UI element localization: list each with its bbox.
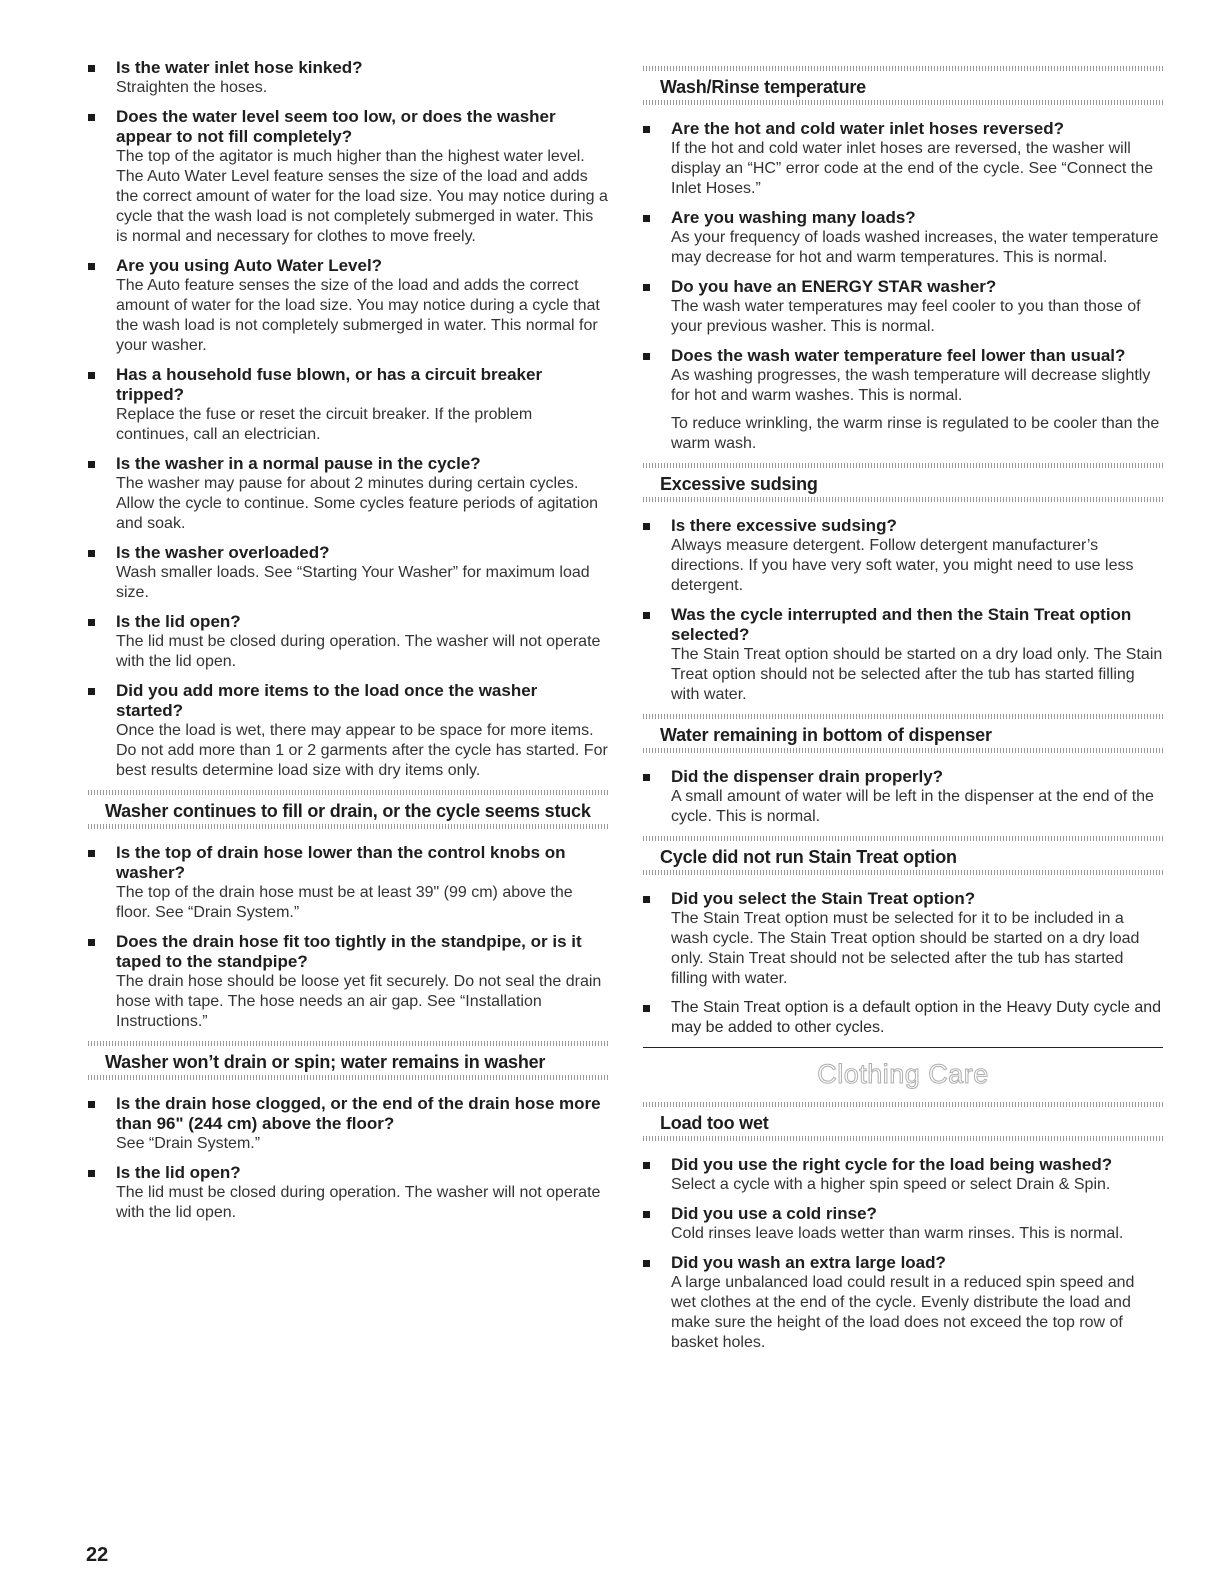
section-header-washer-won-t-drain-or-spin-water-remains-in-washer [88,1041,608,1080]
square-bullet-icon [88,372,95,379]
answer-text: The top of the agitator is much higher than the highest water level. The Auto Water Level feature senses the size of the load and adds the correct amount of water for the load size. You may notice during a cycle that the wash load is not completely submerged in water. This is normal and necessary for clothes to move freely. [116,148,608,245]
question-text: Is the water inlet hose kinked? [116,58,363,77]
square-bullet-icon [643,1005,650,1012]
answer-text: The wash water temperatures may feel cooler to you than those of your previous washer. This is normal. [671,298,1141,335]
troubleshooting-item [643,1204,1163,1244]
chapter-title: Clothing Care [817,1059,989,1089]
troubleshooting-item [88,1094,608,1154]
troubleshooting-item [88,612,608,672]
section-title: Cycle did not run Stain Treat option [660,847,957,867]
troubleshooting-item [88,107,608,247]
troubleshooting-item [88,58,608,98]
question-text: Do you have an ENERGY STAR washer? [671,277,997,296]
section-header-excessive-sudsing [643,463,1163,502]
troubleshooting-item [88,1163,608,1223]
troubleshooting-item [643,346,1163,454]
square-bullet-icon [88,1101,95,1108]
question-text: Is there excessive sudsing? [671,516,897,535]
answer-text: The Stain Treat option must be selected for it to be included in a wash cycle. The Stain Treat option should be started on a dry load only. Stain Treat should not be selected after the tub has started filling with water. [671,910,1140,987]
question-text: Has a household fuse blown, or has a circuit breaker tripped? [116,365,543,404]
section-title: Washer continues to fill or drain, or the cycle seems stuck [105,801,591,821]
square-bullet-icon [88,114,95,121]
section-header-wash-rinse-temperature [643,66,1163,105]
question-text: Does the wash water temperature feel lower than usual? [671,346,1126,365]
answer-text: To reduce wrinkling, the warm rinse is regulated to be cooler than the warm wash. [671,415,1160,452]
square-bullet-icon [88,850,95,857]
question-text: Are the hot and cold water inlet hoses reversed? [671,119,1064,138]
troubleshooting-item [88,681,608,781]
square-bullet-icon [643,612,650,619]
question-text: Does the drain hose fit too tightly in the standpipe, or is it taped to the standpipe? [116,932,582,971]
square-bullet-icon [643,353,650,360]
question-text: Are you washing many loads? [671,208,916,227]
section-title: Load too wet [660,1113,769,1133]
troubleshooting-item [88,543,608,603]
question-text: Is the washer overloaded? [116,543,330,562]
square-bullet-icon [643,1162,650,1169]
question-text: Did you wash an extra large load? [671,1253,946,1272]
square-bullet-icon [643,774,650,781]
question-text: Is the washer in a normal pause in the cycle? [116,454,481,473]
troubleshooting-item [643,277,1163,337]
troubleshooting-item [643,208,1163,268]
troubleshooting-item [643,1253,1163,1353]
question-text: Did you use a cold rinse? [671,1204,877,1223]
section-title: Excessive sudsing [660,474,818,494]
dotted-divider [643,1136,1163,1141]
square-bullet-icon [643,215,650,222]
question-text: Is the top of drain hose lower than the control knobs on washer? [116,843,566,882]
square-bullet-icon [88,939,95,946]
left-column [88,58,608,1232]
right-column [643,58,1163,1362]
dotted-divider [643,497,1163,502]
section-title: Wash/Rinse temperature [660,77,866,97]
square-bullet-icon [88,65,95,72]
section-header-cycle-did-not-run-stain-treat-option [643,836,1163,875]
troubleshooting-item [643,119,1163,199]
square-bullet-icon [88,619,95,626]
answer-text: Once the load is wet, there may appear to be space for more items. Do not add more than 1 or 2 garments after the cycle has started. For best results determine load size with dry items only. [116,722,608,779]
section-title: Washer won’t drain or spin; water remains in washer [105,1052,546,1072]
dotted-divider [643,748,1163,753]
dotted-divider [643,100,1163,105]
answer-text: Always measure detergent. Follow detergent manufacturer’s directions. If you have very soft water, you might need to use less detergent. [671,537,1134,594]
square-bullet-icon [643,1211,650,1218]
troubleshooting-item [643,516,1163,596]
answer-text: The top of the drain hose must be at least 39" (99 cm) above the floor. See “Drain System.” [116,884,573,921]
troubleshooting-item [88,454,608,534]
dotted-divider [88,824,608,829]
troubleshooting-item [88,932,608,1032]
square-bullet-icon [643,896,650,903]
square-bullet-icon [88,263,95,270]
section-header-load-too-wet [643,1102,1163,1141]
answer-text: As washing progresses, the wash temperature will decrease slightly for hot and warm washes. This is normal. [671,367,1151,404]
page-number: 22 [86,1544,109,1566]
square-bullet-icon [88,550,95,557]
answer-text: As your frequency of loads washed increases, the water temperature may decrease for hot and warm temperatures. This is normal. [671,229,1159,266]
answer-text: The Auto feature senses the size of the load and adds the correct amount of water for the load size. You may notice during a cycle that the wash load is not completely submerged in water. This normal for your washer. [116,277,600,354]
square-bullet-icon [88,1170,95,1177]
square-bullet-icon [643,126,650,133]
troubleshooting-item [643,1155,1163,1195]
question-text: Does the water level seem too low, or does the washer appear to not fill completely? [116,107,556,146]
question-text: Is the lid open? [116,612,241,631]
section-title: Water remaining in bottom of dispenser [660,725,992,745]
answer-text: The lid must be closed during operation. The washer will not operate with the lid open. [116,1184,601,1221]
answer-text: The drain hose should be loose yet fit securely. Do not seal the drain hose with tape. The hose needs an air gap. See “Installation Instructions.” [116,973,602,1030]
question-text: Are you using Auto Water Level? [116,256,383,275]
question-text: Did you add more items to the load once the washer started? [116,681,538,720]
troubleshooting-item [88,256,608,356]
answer-text: Wash smaller loads. See “Starting Your Washer” for maximum load size. [116,564,590,601]
answer-text: Replace the fuse or reset the circuit breaker. If the problem continues, call an electrician. [116,406,533,443]
answer-text: The washer may pause for about 2 minutes during certain cycles. Allow the cycle to continue. Some cycles feature periods of agitation and soak. [116,475,599,532]
answer-text: See “Drain System.” [116,1135,261,1152]
troubleshooting-item [643,998,1163,1038]
question-text: Is the drain hose clogged, or the end of the drain hose more than 96" (244 cm) above the floor? [116,1094,601,1133]
question-text: Did the dispenser drain properly? [671,767,944,786]
troubleshooting-item [643,605,1163,705]
troubleshooting-item [88,365,608,445]
question-text: Is the lid open? [116,1163,241,1182]
square-bullet-icon [643,1260,650,1267]
answer-text: A small amount of water will be left in the dispenser at the end of the cycle. This is normal. [671,788,1154,825]
dotted-divider [643,870,1163,875]
section-header-washer-continues-to-fill-or-drain-or-the-cycle-seems-stuck [88,790,608,829]
square-bullet-icon [643,523,650,530]
answer-text: If the hot and cold water inlet hoses are reversed, the washer will display an “HC” error code at the end of the cycle. See “Connect the Inlet Hoses.” [671,140,1154,197]
troubleshooting-item [643,889,1163,989]
answer-text: Select a cycle with a higher spin speed or select Drain & Spin. [671,1176,1111,1193]
square-bullet-icon [643,284,650,291]
square-bullet-icon [88,688,95,695]
chapter-divider [643,1047,1163,1048]
section-header-water-remaining-in-bottom-of-dispenser [643,714,1163,753]
troubleshooting-item [643,767,1163,827]
answer-text: A large unbalanced load could result in a reduced spin speed and wet clothes at the end of the cycle. Evenly distribute the load and make sure the height of the load does not exceed the top row of basket holes. [671,1274,1135,1351]
answer-text: The lid must be closed during operation. The washer will not operate with the lid open. [116,633,601,670]
square-bullet-icon [88,461,95,468]
answer-text: Cold rinses leave loads wetter than warm rinses. This is normal. [671,1225,1124,1242]
answer-text: The Stain Treat option should be started on a dry load only. The Stain Treat option should not be selected after the tub has started filling with water. [671,646,1163,703]
answer-text: The Stain Treat option is a default option in the Heavy Duty cycle and may be added to other cycles. [671,999,1162,1036]
answer-text: Straighten the hoses. [116,79,268,96]
question-text: Did you use the right cycle for the load being washed? [671,1155,1113,1174]
question-text: Was the cycle interrupted and then the Stain Treat option selected? [671,605,1132,644]
dotted-divider [88,1075,608,1080]
troubleshooting-item [88,843,608,923]
question-text: Did you select the Stain Treat option? [671,889,976,908]
